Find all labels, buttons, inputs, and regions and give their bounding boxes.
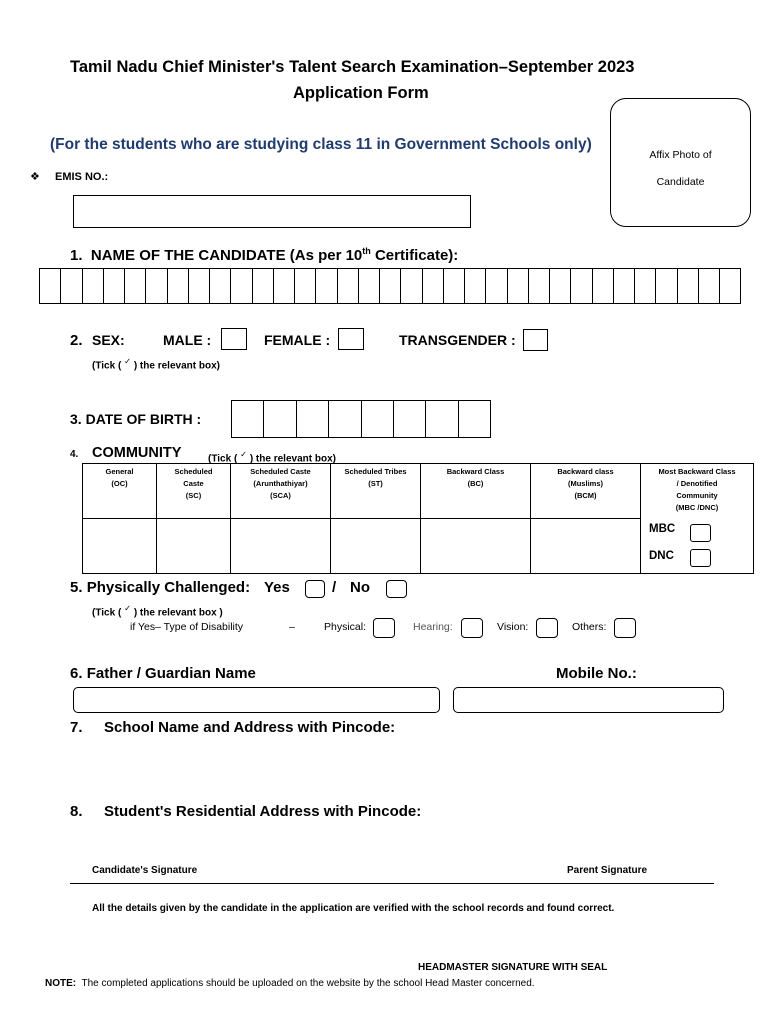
dob-boxes[interactable] [231,400,491,438]
community-header-mbc: Most Backward Class / Denotified Community (MBC /DNC) MBC DNC [641,464,754,574]
school-label: School Name and Address with Pincode: [104,719,396,736]
emis-input[interactable] [73,195,471,228]
father-label: 6. Father / Guardian Name [70,665,256,682]
emis-bullet-icon: ❖ [30,171,40,183]
community-header-oc: General (OC) [83,464,157,519]
mobile-label: Mobile No.: [556,665,637,682]
female-label: FEMALE : [264,332,331,348]
photo-box [610,98,751,227]
vision-label: Vision: [497,621,529,633]
tick-icon: ✓ [240,449,248,459]
sex-number: 2. [70,332,83,349]
community-header-sca: Scheduled Caste (Arunthathiyar) (SCA) [231,464,331,519]
community-number: 4. [70,449,79,460]
photo-label-line1: Affix Photo of [649,149,712,161]
form-title: Application Form [293,84,429,102]
eligibility-subtitle: (For the students who are studying class 11 in Government Schools only) [50,136,592,153]
father-name-input[interactable] [73,687,440,713]
community-header-bc: Backward Class (BC) [421,464,531,519]
others-label: Others: [572,621,607,633]
physically-no-checkbox[interactable] [386,580,407,598]
physically-hint: (Tick ( ✓ ) the relevant box ) [92,603,223,619]
school-number: 7. [70,719,83,736]
physically-slash: / [332,579,337,596]
hearing-checkbox[interactable] [461,618,483,638]
sex-hint: (Tick ( ✓ ) the relevant box) [92,356,220,372]
vision-checkbox[interactable] [536,618,558,638]
tick-icon: ✓ [124,603,132,613]
disability-type-label: if Yes– Type of Disability [130,621,244,633]
others-checkbox[interactable] [614,618,636,638]
verification-text: All the details given by the candidate in the application are verified with the school records and found correct. [92,903,615,914]
physically-no-label: No [350,579,370,596]
mobile-input[interactable] [453,687,724,713]
community-header-bcm: Backward class (Muslims) (BCM) [531,464,641,519]
transgender-label: TRANSGENDER : [399,332,516,348]
exam-title: Tamil Nadu Chief Minister's Talent Search Examination–September 2023 [70,58,635,76]
community-cell-oc[interactable] [83,519,157,574]
dnc-checkbox[interactable] [690,549,711,567]
physically-yes-checkbox[interactable] [305,580,325,598]
signature-divider [70,883,714,884]
community-header-st: Scheduled Tribes (ST) [331,464,421,519]
female-checkbox[interactable] [338,328,364,350]
community-label: COMMUNITY [92,445,182,461]
mbc-label: MBC [649,523,676,535]
community-cell-st[interactable] [331,519,421,574]
tick-icon: ✓ [124,356,132,366]
community-hint: (Tick ( ✓ ) the relevant box) [208,449,336,465]
community-cell-bc[interactable] [421,519,531,574]
parent-signature-label: Parent Signature [567,865,648,876]
dnc-label: DNC [649,550,674,562]
candidate-signature-label: Candidate's Signature [92,865,198,876]
physically-yes-label: Yes [264,579,290,596]
address-label: Student's Residential Address with Pincode: [104,803,422,820]
name-label: 1. NAME OF THE CANDIDATE (As per 10th Certificate): [70,246,459,264]
note-label: NOTE: [45,978,77,989]
physically-label: 5. Physically Challenged: [70,579,251,596]
hearing-label: Hearing: [413,621,453,633]
community-cell-sc[interactable] [157,519,231,574]
community-cell-bcm[interactable] [531,519,641,574]
photo-label-line2: Candidate [656,176,705,188]
community-header-sc: Scheduled Caste (SC) [157,464,231,519]
disability-dash: – [289,621,295,633]
physical-checkbox[interactable] [373,618,395,638]
sex-label: SEX: [92,332,125,348]
transgender-checkbox[interactable] [523,329,548,351]
community-table [82,463,754,574]
note-text: The completed applications should be uploaded on the website by the school Head Master concerned. [81,978,535,989]
male-label: MALE : [163,332,212,348]
note [45,978,535,989]
dob-label: 3. DATE OF BIRTH : [70,411,202,427]
address-number: 8. [70,803,83,820]
male-checkbox[interactable] [221,328,247,350]
name-letter-boxes[interactable] [39,268,741,304]
mbc-checkbox[interactable] [690,524,711,542]
community-cell-sca[interactable] [231,519,331,574]
emis-label: EMIS NO.: [55,171,109,183]
physical-label: Physical: [324,621,367,633]
headmaster-signature-label: HEADMASTER SIGNATURE WITH SEAL [418,962,608,973]
